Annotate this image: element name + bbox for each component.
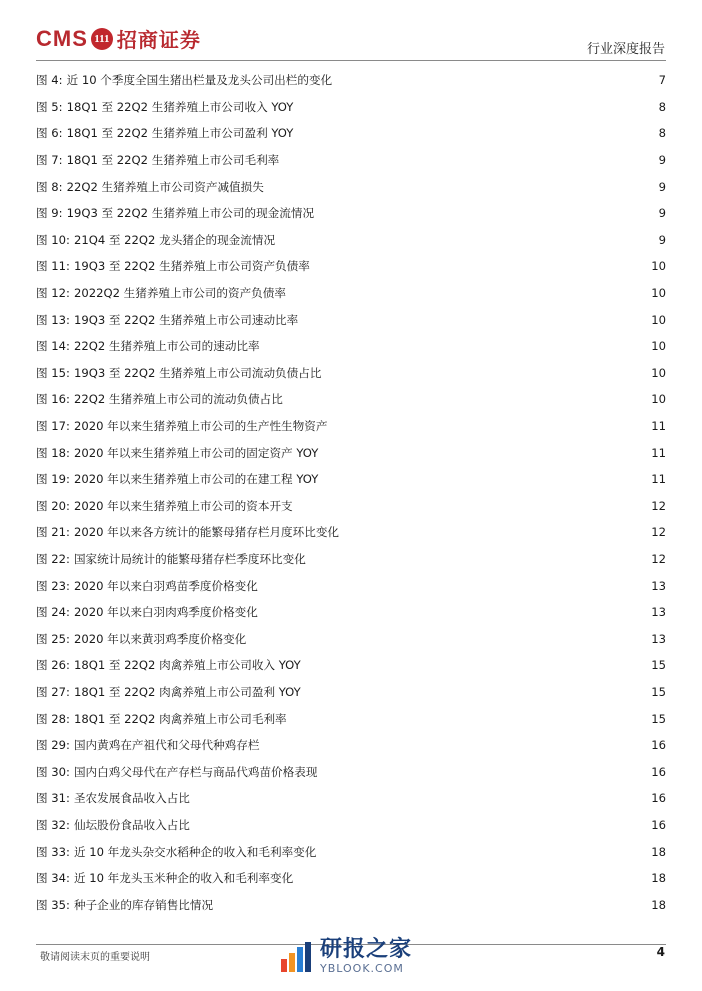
toc-page-number: 8 <box>658 99 666 114</box>
report-type-label: 行业深度报告 <box>586 42 665 57</box>
toc-figure-label: 图 13: <box>36 312 70 327</box>
toc-figure-label: 图 21: <box>36 525 70 540</box>
toc-entry-text <box>36 844 316 860</box>
toc-figure-title: 圣农发展食品收入占比 <box>73 791 190 806</box>
toc-entry-text <box>36 578 258 594</box>
toc-page-number: 12 <box>651 498 666 513</box>
toc-figure-label: 图 33: <box>36 844 70 859</box>
toc-page-number: 11 <box>651 419 666 434</box>
watermark-logo-icon <box>278 939 314 975</box>
toc-figure-title: 国家统计局统计的能繁母猪存栏季度环比变化 <box>73 551 306 566</box>
toc-entry-text <box>36 418 327 434</box>
toc-entry[interactable] <box>36 812 666 839</box>
toc-figure-title: 18Q1 至 22Q2 生猪养殖上市公司收入 YOY <box>66 99 294 114</box>
toc-entry[interactable] <box>36 67 666 94</box>
toc-figure-label: 图 25: <box>36 631 70 646</box>
toc-entry-text <box>36 737 259 753</box>
toc-page-number: 16 <box>651 791 666 806</box>
logo-mark-icon: 111 <box>91 28 113 50</box>
toc-entry[interactable] <box>36 599 666 626</box>
toc-entry-text <box>36 524 339 540</box>
toc-entry[interactable] <box>36 891 666 918</box>
watermark <box>278 938 412 975</box>
toc-entry-text <box>36 179 264 195</box>
figure-list <box>36 67 666 918</box>
toc-figure-label: 图 30: <box>36 764 70 779</box>
toc-entry[interactable] <box>36 758 666 785</box>
toc-figure-title: 18Q1 至 22Q2 生猪养殖上市公司毛利率 <box>66 153 280 168</box>
toc-page-number: 11 <box>651 472 666 487</box>
toc-page-number: 18 <box>651 897 666 912</box>
toc-entry-text <box>36 312 298 328</box>
toc-entry-text <box>36 551 306 567</box>
toc-figure-title: 19Q3 至 22Q2 生猪养殖上市公司的现金流情况 <box>66 206 315 221</box>
toc-entry[interactable] <box>36 865 666 892</box>
toc-figure-label: 图 17: <box>36 419 70 434</box>
toc-entry-text <box>36 684 301 700</box>
toc-figure-label: 图 28: <box>36 711 70 726</box>
toc-entry-text <box>36 125 293 141</box>
toc-figure-label: 图 35: <box>36 897 70 912</box>
toc-entry-text <box>36 72 332 88</box>
toc-figure-label: 图 20: <box>36 498 70 513</box>
toc-entry[interactable] <box>36 253 666 280</box>
toc-entry[interactable] <box>36 173 666 200</box>
toc-figure-title: 2020 年以来白羽鸡苗季度价格变化 <box>73 578 258 593</box>
toc-figure-label: 图 11: <box>36 259 70 274</box>
toc-page-number: 10 <box>651 286 666 301</box>
toc-figure-label: 图 18: <box>36 445 70 460</box>
toc-figure-label: 图 23: <box>36 578 70 593</box>
header-divider <box>36 60 666 61</box>
toc-page-number: 9 <box>658 232 666 247</box>
toc-entry-text <box>36 445 318 461</box>
toc-figure-label: 图 24: <box>36 605 70 620</box>
toc-figure-label: 图 27: <box>36 684 70 699</box>
toc-page-number: 10 <box>651 312 666 327</box>
watermark-site: YBLOOK.COM <box>320 962 404 975</box>
toc-page-number: 9 <box>658 153 666 168</box>
toc-figure-title: 18Q1 至 22Q2 肉禽养殖上市公司收入 YOY <box>73 658 301 673</box>
toc-entry[interactable] <box>36 785 666 812</box>
toc-entry-text <box>36 285 286 301</box>
toc-figure-title: 2020 年以来生猪养殖上市公司的固定资产 YOY <box>73 445 319 460</box>
toc-figure-title: 19Q3 至 22Q2 生猪养殖上市公司流动负债占比 <box>73 365 322 380</box>
toc-entry-text <box>36 870 293 886</box>
toc-entry-text <box>36 604 258 620</box>
toc-figure-label: 图 32: <box>36 817 70 832</box>
toc-page-number: 16 <box>651 738 666 753</box>
toc-figure-title: 2020 年以来生猪养殖上市公司的在建工程 YOY <box>73 472 319 487</box>
toc-page-number: 16 <box>651 764 666 779</box>
toc-page-number: 18 <box>651 844 666 859</box>
toc-entry-text <box>36 711 287 727</box>
toc-figure-title: 2020 年以来白羽肉鸡季度价格变化 <box>73 605 258 620</box>
toc-figure-label: 图 31: <box>36 791 70 806</box>
toc-figure-label: 图 10: <box>36 232 70 247</box>
toc-figure-label: 图 34: <box>36 871 70 886</box>
toc-figure-title: 21Q4 至 22Q2 龙头猪企的现金流情况 <box>73 232 276 247</box>
toc-entry-text <box>36 817 190 833</box>
toc-page-number: 13 <box>651 578 666 593</box>
toc-entry[interactable] <box>36 360 666 387</box>
toc-figure-title: 2022Q2 生猪养殖上市公司的资产负债率 <box>73 286 286 301</box>
cms-logo <box>36 24 201 53</box>
toc-figure-label: 图 14: <box>36 339 70 354</box>
toc-figure-title: 近 10 年龙头玉米种企的收入和毛利率变化 <box>73 871 294 886</box>
toc-entry[interactable] <box>36 120 666 147</box>
toc-figure-label: 图 12: <box>36 286 70 301</box>
toc-figure-title: 18Q1 至 22Q2 肉禽养殖上市公司毛利率 <box>73 711 287 726</box>
toc-figure-title: 19Q3 至 22Q2 生猪养殖上市公司资产负债率 <box>73 259 310 274</box>
toc-entry[interactable] <box>36 679 666 706</box>
toc-entry[interactable] <box>36 306 666 333</box>
toc-figure-title: 2020 年以来生猪养殖上市公司的资本开支 <box>73 498 293 513</box>
toc-figure-title: 2020 年以来各方统计的能繁母猪存栏月度环比变化 <box>73 525 340 540</box>
toc-entry[interactable] <box>36 413 666 440</box>
toc-figure-title: 近 10 年龙头杂交水稻种企的收入和毛利率变化 <box>73 844 317 859</box>
toc-entry[interactable] <box>36 838 666 865</box>
toc-page-number: 9 <box>658 179 666 194</box>
toc-figure-title: 2020 年以来生猪养殖上市公司的生产性生物资产 <box>73 419 328 434</box>
toc-page-number: 12 <box>651 525 666 540</box>
toc-figure-title: 22Q2 生猪养殖上市公司资产减值损失 <box>66 179 264 194</box>
toc-entry-text <box>36 631 246 647</box>
toc-figure-label: 图 7: <box>36 153 63 168</box>
toc-page-number: 13 <box>651 631 666 646</box>
toc-page-number: 11 <box>651 445 666 460</box>
toc-figure-title: 18Q1 至 22Q2 肉禽养殖上市公司盈利 YOY <box>73 684 301 699</box>
toc-entry[interactable] <box>36 732 666 759</box>
logo-text: CMS <box>36 25 88 51</box>
toc-entry-text <box>36 471 318 487</box>
toc-page-number: 12 <box>651 551 666 566</box>
toc-entry-text <box>36 365 321 381</box>
toc-figure-label: 图 16: <box>36 392 70 407</box>
toc-figure-title: 2020 年以来黄羽鸡季度价格变化 <box>73 631 247 646</box>
toc-page-number: 10 <box>651 392 666 407</box>
toc-figure-title: 18Q1 至 22Q2 生猪养殖上市公司盈利 YOY <box>66 126 294 141</box>
footer-disclaimer: 敬请阅读末页的重要说明 <box>40 952 150 963</box>
toc-entry-text <box>36 897 213 913</box>
watermark-title: 研报之家 <box>320 937 413 962</box>
toc-figure-title: 国内黄鸡在产祖代和父母代种鸡存栏 <box>73 738 260 753</box>
toc-figure-label: 图 26: <box>36 658 70 673</box>
toc-entry[interactable] <box>36 546 666 573</box>
toc-page-number: 10 <box>651 365 666 380</box>
toc-page-number: 15 <box>651 658 666 673</box>
toc-entry-text <box>36 338 260 354</box>
toc-entry[interactable] <box>36 147 666 174</box>
toc-figure-label: 图 15: <box>36 365 70 380</box>
toc-figure-label: 图 6: <box>36 126 63 141</box>
toc-entry[interactable] <box>36 386 666 413</box>
toc-figure-label: 图 29: <box>36 738 70 753</box>
toc-entry-text <box>36 790 190 806</box>
toc-entry[interactable] <box>36 439 666 466</box>
toc-figure-title: 仙坛股份食品收入占比 <box>73 817 190 832</box>
page-number: 4 <box>656 945 665 959</box>
toc-entry[interactable] <box>36 572 666 599</box>
logo-company-name: 招商证券 <box>116 28 201 52</box>
toc-figure-title: 19Q3 至 22Q2 生猪养殖上市公司速动比率 <box>73 312 299 327</box>
toc-entry[interactable] <box>36 466 666 493</box>
toc-figure-label: 图 9: <box>36 206 63 221</box>
toc-page-number: 10 <box>651 339 666 354</box>
toc-entry-text <box>36 152 279 168</box>
toc-figure-title: 种子企业的库存销售比情况 <box>73 897 214 912</box>
toc-entry[interactable] <box>36 519 666 546</box>
toc-page-number: 10 <box>651 259 666 274</box>
toc-entry-text <box>36 657 301 673</box>
toc-page-number: 8 <box>658 126 666 141</box>
toc-figure-label: 图 5: <box>36 99 63 114</box>
toc-entry-text <box>36 764 317 780</box>
toc-entry[interactable] <box>36 94 666 121</box>
toc-entry-text <box>36 498 293 514</box>
toc-entry[interactable] <box>36 705 666 732</box>
toc-entry-text <box>36 391 283 407</box>
toc-figure-title: 国内白鸡父母代在产存栏与商品代鸡苗价格表现 <box>73 764 318 779</box>
toc-entry[interactable] <box>36 625 666 652</box>
toc-page-number: 15 <box>651 711 666 726</box>
toc-page-number: 15 <box>651 684 666 699</box>
toc-figure-title: 22Q2 生猪养殖上市公司的流动负债占比 <box>73 392 283 407</box>
toc-entry-text <box>36 99 293 115</box>
toc-entry[interactable] <box>36 652 666 679</box>
toc-entry[interactable] <box>36 280 666 307</box>
toc-entry[interactable] <box>36 493 666 520</box>
toc-entry-text <box>36 232 275 248</box>
toc-figure-title: 22Q2 生猪养殖上市公司的速动比率 <box>73 339 260 354</box>
toc-entry[interactable] <box>36 227 666 254</box>
page-header <box>0 0 702 62</box>
toc-entry-text <box>36 205 314 221</box>
toc-entry-text <box>36 258 310 274</box>
toc-figure-label: 图 19: <box>36 472 70 487</box>
toc-page-number: 9 <box>658 206 666 221</box>
toc-figure-label: 图 22: <box>36 551 70 566</box>
toc-page-number: 13 <box>651 605 666 620</box>
toc-page-number: 18 <box>651 871 666 886</box>
toc-figure-label: 图 4: <box>36 73 63 88</box>
toc-page-number: 16 <box>651 817 666 832</box>
toc-entry[interactable] <box>36 200 666 227</box>
toc-figure-title: 近 10 个季度全国生猪出栏量及龙头公司出栏的变化 <box>66 73 333 88</box>
toc-entry[interactable] <box>36 333 666 360</box>
toc-page-number: 7 <box>658 73 666 88</box>
toc-figure-label: 图 8: <box>36 179 63 194</box>
